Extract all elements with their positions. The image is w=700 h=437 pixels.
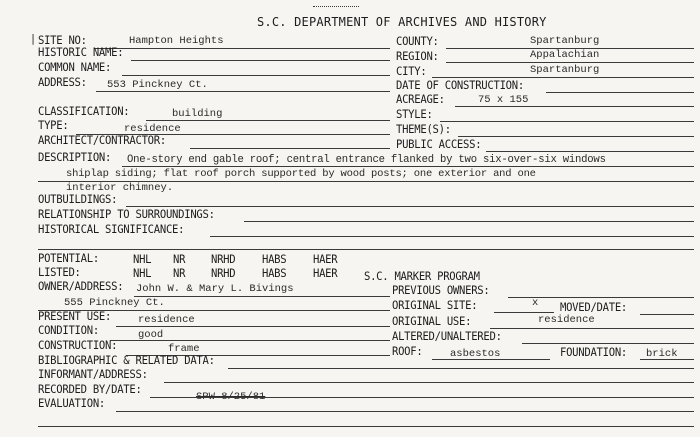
address-label: ADDRESS:	[38, 75, 87, 89]
owner-value-2: 555 Pinckney Ct.	[64, 297, 165, 309]
previous-owners-label: PREVIOUS OWNERS:	[392, 283, 490, 297]
construction-value: frame	[168, 343, 200, 355]
section-rule	[38, 249, 694, 250]
original-site-mark: x	[532, 297, 539, 309]
roof-line	[432, 359, 550, 360]
listed-nr: NR	[173, 266, 186, 280]
city-label: CITY:	[396, 64, 427, 78]
description-line-1: One-story end gable roof; central entrance flanked by two six-over-six windows	[127, 154, 606, 166]
theme-label: THEME(S):	[396, 122, 451, 136]
date-of-construction-label: DATE OF CONSTRUCTION:	[396, 78, 524, 92]
address-value: 553 Pinckney Ct.	[107, 79, 208, 91]
owner-address-label: OWNER/ADDRESS:	[38, 279, 124, 293]
date-of-construction-line	[546, 92, 694, 93]
owner-line-1	[134, 296, 390, 297]
outbuildings-label: OUTBUILDINGS:	[38, 192, 118, 206]
public-access-label: PUBLIC ACCESS:	[396, 137, 482, 151]
classification-line	[146, 120, 390, 121]
card-title: S.C. DEPARTMENT OF ARCHIVES AND HISTORY	[257, 15, 547, 29]
type-label: TYPE:	[38, 118, 69, 132]
condition-label: CONDITION:	[38, 323, 99, 337]
potential-habs: HABS	[262, 252, 287, 266]
historical-significance-label: HISTORICAL SIGNIFICANCE:	[38, 222, 185, 236]
margin-mark: |	[30, 32, 36, 45]
potential-nrhd: NRHD	[211, 252, 236, 266]
foundation-value: brick	[646, 348, 678, 360]
recorded-by-value: SPW 8/25/81	[196, 391, 266, 403]
original-site-label: ORIGINAL SITE:	[392, 298, 478, 312]
historical-significance-line	[210, 236, 694, 237]
architect-line	[190, 148, 390, 149]
site-no-label: SITE NO:	[38, 33, 87, 47]
acreage-line	[455, 106, 694, 107]
listed-nrhd: NRHD	[211, 266, 236, 280]
type-value: residence	[124, 123, 181, 135]
historic-name-line	[131, 60, 390, 61]
city-value: Spartanburg	[530, 64, 600, 76]
site-no-line	[94, 48, 390, 49]
potential-nr: NR	[173, 252, 186, 266]
acreage-label: ACREAGE:	[396, 92, 445, 106]
style-label: STYLE:	[396, 107, 433, 121]
evaluation-line	[116, 411, 694, 412]
present-use-label: PRESENT USE:	[38, 309, 112, 323]
historic-name-label: HISTORIC NAME:	[38, 45, 124, 59]
informant-line	[164, 382, 694, 383]
header-mark	[313, 6, 359, 7]
potential-nhl: NHL	[133, 252, 152, 266]
roof-value: asbestos	[450, 348, 501, 360]
condition-line	[110, 340, 390, 341]
region-label: REGION:	[396, 49, 439, 63]
informant-label: INFORMANT/ADDRESS:	[38, 367, 148, 381]
theme-line	[458, 136, 694, 137]
recorded-by-label: RECORDED BY/DATE:	[38, 382, 142, 396]
original-use-label: ORIGINAL USE:	[392, 314, 472, 328]
foundation-label: FOUNDATION:	[560, 345, 628, 359]
acreage-value: 75 x 155	[478, 94, 529, 106]
moved-date-label: MOVED/DATE:	[560, 300, 628, 314]
classification-value: building	[172, 108, 223, 120]
public-access-line	[486, 151, 694, 152]
evaluation-label: EVALUATION:	[38, 396, 106, 410]
style-line	[440, 121, 694, 122]
address-line	[96, 91, 390, 92]
original-site-line	[494, 312, 554, 313]
description-line-2: shiplap siding; flat roof porch supported by wood posts; one exterior and one	[66, 168, 536, 180]
original-use-value: residence	[538, 314, 595, 326]
original-use-line	[490, 328, 694, 329]
listed-label: LISTED:	[38, 265, 81, 279]
region-value: Appalachian	[530, 49, 600, 61]
bibliographic-label: BIBLIOGRAPHIC & RELATED DATA:	[38, 353, 215, 367]
roof-label: ROOF:	[392, 344, 423, 358]
description-rule-1	[122, 166, 694, 167]
moved-date-line	[640, 314, 694, 315]
listed-haer: HAER	[313, 266, 338, 280]
present-use-value: residence	[138, 314, 195, 326]
foundation-line	[640, 359, 694, 360]
owner-value-1: John W. & Mary L. Bivings	[136, 283, 294, 295]
potential-label: POTENTIAL:	[38, 251, 99, 265]
county-value: Spartanburg	[530, 35, 600, 47]
construction-label: CONSTRUCTION:	[38, 338, 118, 352]
description-label: DESCRIPTION:	[38, 150, 112, 164]
altered-line	[522, 343, 694, 344]
county-label: COUNTY:	[396, 34, 439, 48]
region-line	[446, 62, 694, 63]
site-no-value: Hampton Heights	[129, 35, 224, 47]
classification-label: CLASSIFICATION:	[38, 104, 130, 118]
relationship-line	[244, 221, 694, 222]
common-name-label: COMMON NAME:	[38, 60, 112, 74]
architect-label: ARCHITECT/CONTRACTOR:	[38, 133, 166, 147]
altered-label: ALTERED/UNALTERED:	[392, 329, 502, 343]
marker-program-label: S.C. MARKER PROGRAM	[364, 269, 480, 283]
listed-habs: HABS	[262, 266, 287, 280]
condition-value: good	[138, 329, 164, 341]
listed-nhl: NHL	[133, 266, 152, 280]
bibliographic-line	[228, 368, 694, 369]
bottom-rule	[38, 426, 694, 427]
potential-haer: HAER	[313, 252, 338, 266]
recorded-by-line	[150, 397, 694, 398]
relationship-label: RELATIONSHIP TO SURROUNDINGS:	[38, 207, 215, 221]
common-name-line	[122, 75, 390, 76]
description-line-3: interior chimney.	[66, 182, 174, 194]
present-use-line	[116, 326, 390, 327]
